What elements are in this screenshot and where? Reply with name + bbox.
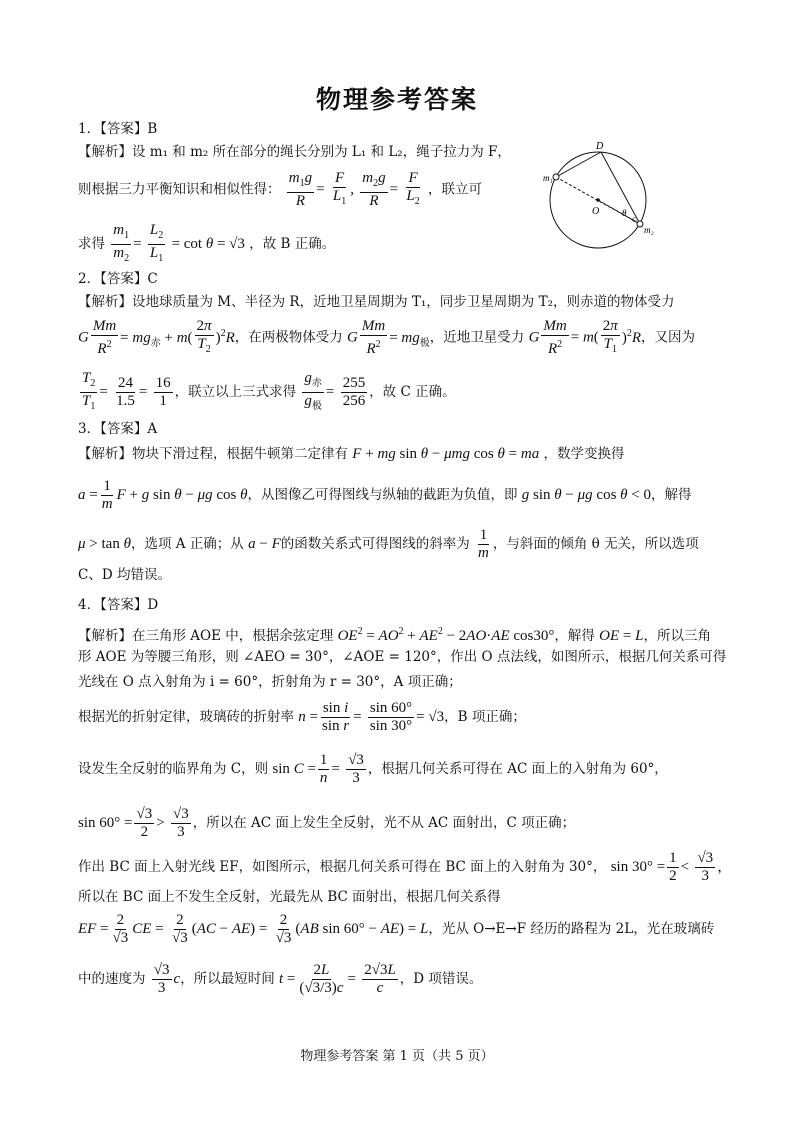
- q4-analysis-line5: 设发生全反射的临界角为 C，则 sin C = $\frac{1}{n}$ = $\frac{√3}{3}$ ，根据几何关系可得在 AC 面上的入射角为 60°，: [78, 752, 668, 786]
- q3-analysis-line2: a = $\frac{1}{m}$ F + g sin θ − μg cos θ，从图像乙可得图线与纵轴的截距为负值，即 g sin θ − μg cos θ < 0，解得: [78, 478, 692, 512]
- q4-analysis-line7: 作出 BC 面上入射光线 EF，如图所示，根据几何关系可得在 BC 面上的入射角为 30°， sin 30° = $\frac{1}{2}$ < $\frac{√3}{3}$ ，: [78, 850, 733, 884]
- q1-analysis-line2: 则根据三力平衡知识和相似性得： $\frac{m_1g}{R}$ = $\frac{F}{L_1}$ , $\frac{m_2g}{R}$ = $\frac{F}{L_2}$ ，联立可: [78, 170, 483, 209]
- q2-analysis-line3: $\frac{T_2}{T_1}$ = $\frac{24}{1.5}$ = $\frac{16}{1}$ ，联立以上三式求得 $\frac{g_赤}{g_极}$ = $\frac{255}{256}$ ，故 C 正确。: [82, 370, 456, 412]
- q1-analysis-line3: 求得 $\frac{m_1}{m_2}$ = $\frac{L_2}{L_1}$ = cot θ = √3 ，故 B 正确。: [78, 222, 336, 264]
- page-title: 物理参考答案: [315, 85, 478, 114]
- q2-analysis-line1: 【解析】设地球质量为 M、半径为 R，近地卫星周期为 T₁，同步卫星周期为 T₂，则赤道的物体受力: [78, 294, 675, 310]
- q4-analysis-line10: 中的速度为 $\frac{√3}{3}$ c，所以最短时间 t = $\frac{2L}{(√3/3)c}$ = $\frac{2√3L}{c}$ ，D 项错误。: [78, 962, 483, 996]
- q4-analysis-line2: 形 AOE 为等腰三角形，则 ∠AEO = 30°，∠AOE = 120°，作出 O 点法线，如图所示，根据几何关系可得: [78, 649, 727, 665]
- q4-analysis-line4: 根据光的折射定律，玻璃砖的折射率 n = $\frac{\text{sin i}}{\text{sin r}}$ = $\frac{\sin 60^\circ}{\sin 30^\circ}$ = √3，B 项正确；: [78, 700, 526, 734]
- label-m2: m₂: [644, 225, 654, 235]
- label-d: D: [596, 141, 604, 152]
- q1-analysis-line1: 【解析】设 m₁ 和 m₂ 所在部分的绳长分别为 L₁ 和 L₂，绳子拉力为 F，: [78, 144, 511, 160]
- label-m1: m₁: [543, 173, 553, 183]
- q3-analysis-line4: C、D 均错误。: [78, 567, 171, 583]
- q4-analysis-line8: 所以在 BC 面上不发生全反射，光最先从 BC 面射出，根据几何关系得: [78, 889, 501, 905]
- q3-answer: 3．【答案】A: [78, 421, 158, 437]
- label-c: C: [632, 216, 637, 224]
- q4-analysis-line6: sin 60° = $\frac{√3}{2}$ > $\frac{√3}{3}$ ，所以在 AC 面上发生全反射，光不从 AC 面射出，C 项正确；: [78, 806, 576, 840]
- q4-analysis-line3: 光线在 O 点入射角为 i = 60°，折射角为 r = 30°，A 项正确；: [78, 674, 462, 690]
- label-theta: θ: [622, 208, 627, 218]
- q1-answer: 1．【答案】B: [78, 121, 158, 137]
- page-footer: 物理参考答案 第 1 页（共 5 页）: [300, 1049, 494, 1064]
- label-o: O: [592, 206, 600, 217]
- q2-answer: 2．【答案】C: [78, 271, 158, 287]
- q4-analysis-line9: EF = $\frac{2}{√3}$ CE = $\frac{2}{√3}$ (AC − AE) = $\frac{2}{√3}$ (AB sin 60° − AE) = L，光从 O→E→F 经历的路程为 2L，光在玻璃砖: [78, 912, 715, 946]
- q4-analysis-line1: 【解析】在三角形 AOE 中，根据余弦定理 $OE^2 = AO^2 + AE^2 - 2AO\cdot AE$ cos30°，解得 OE = L，所以三角: [78, 626, 711, 644]
- circle-diagram: [540, 138, 690, 258]
- q3-analysis-line3: μ > tan θ，选项 A 正确；从 a − F的函数关系式可得图线的斜率为 $\frac{1}{m}$ ，与斜面的倾角 θ 无关，所以选项: [78, 527, 699, 561]
- q2-analysis-line2: G $\frac{Mm}{R^2}$ = $mg_赤 + m$( $\frac{2\pi}{T_2}$ )$^2$R，在两极物体受力 G $\frac{Mm}{R^2}$ = $mg_极$，近地卫星受力 G $\frac{Mm}{R^2}$ = m( $\frac{2\pi}{T_1}$ )$^2$R，又因为: [78, 318, 695, 357]
- q3-analysis-line1: 【解析】物块下滑过程，根据牛顿第二定律有 F + mg sin θ − μmg cos θ = ma ，数学变换得: [78, 446, 625, 462]
- q4-answer: 4．【答案】D: [78, 597, 159, 613]
